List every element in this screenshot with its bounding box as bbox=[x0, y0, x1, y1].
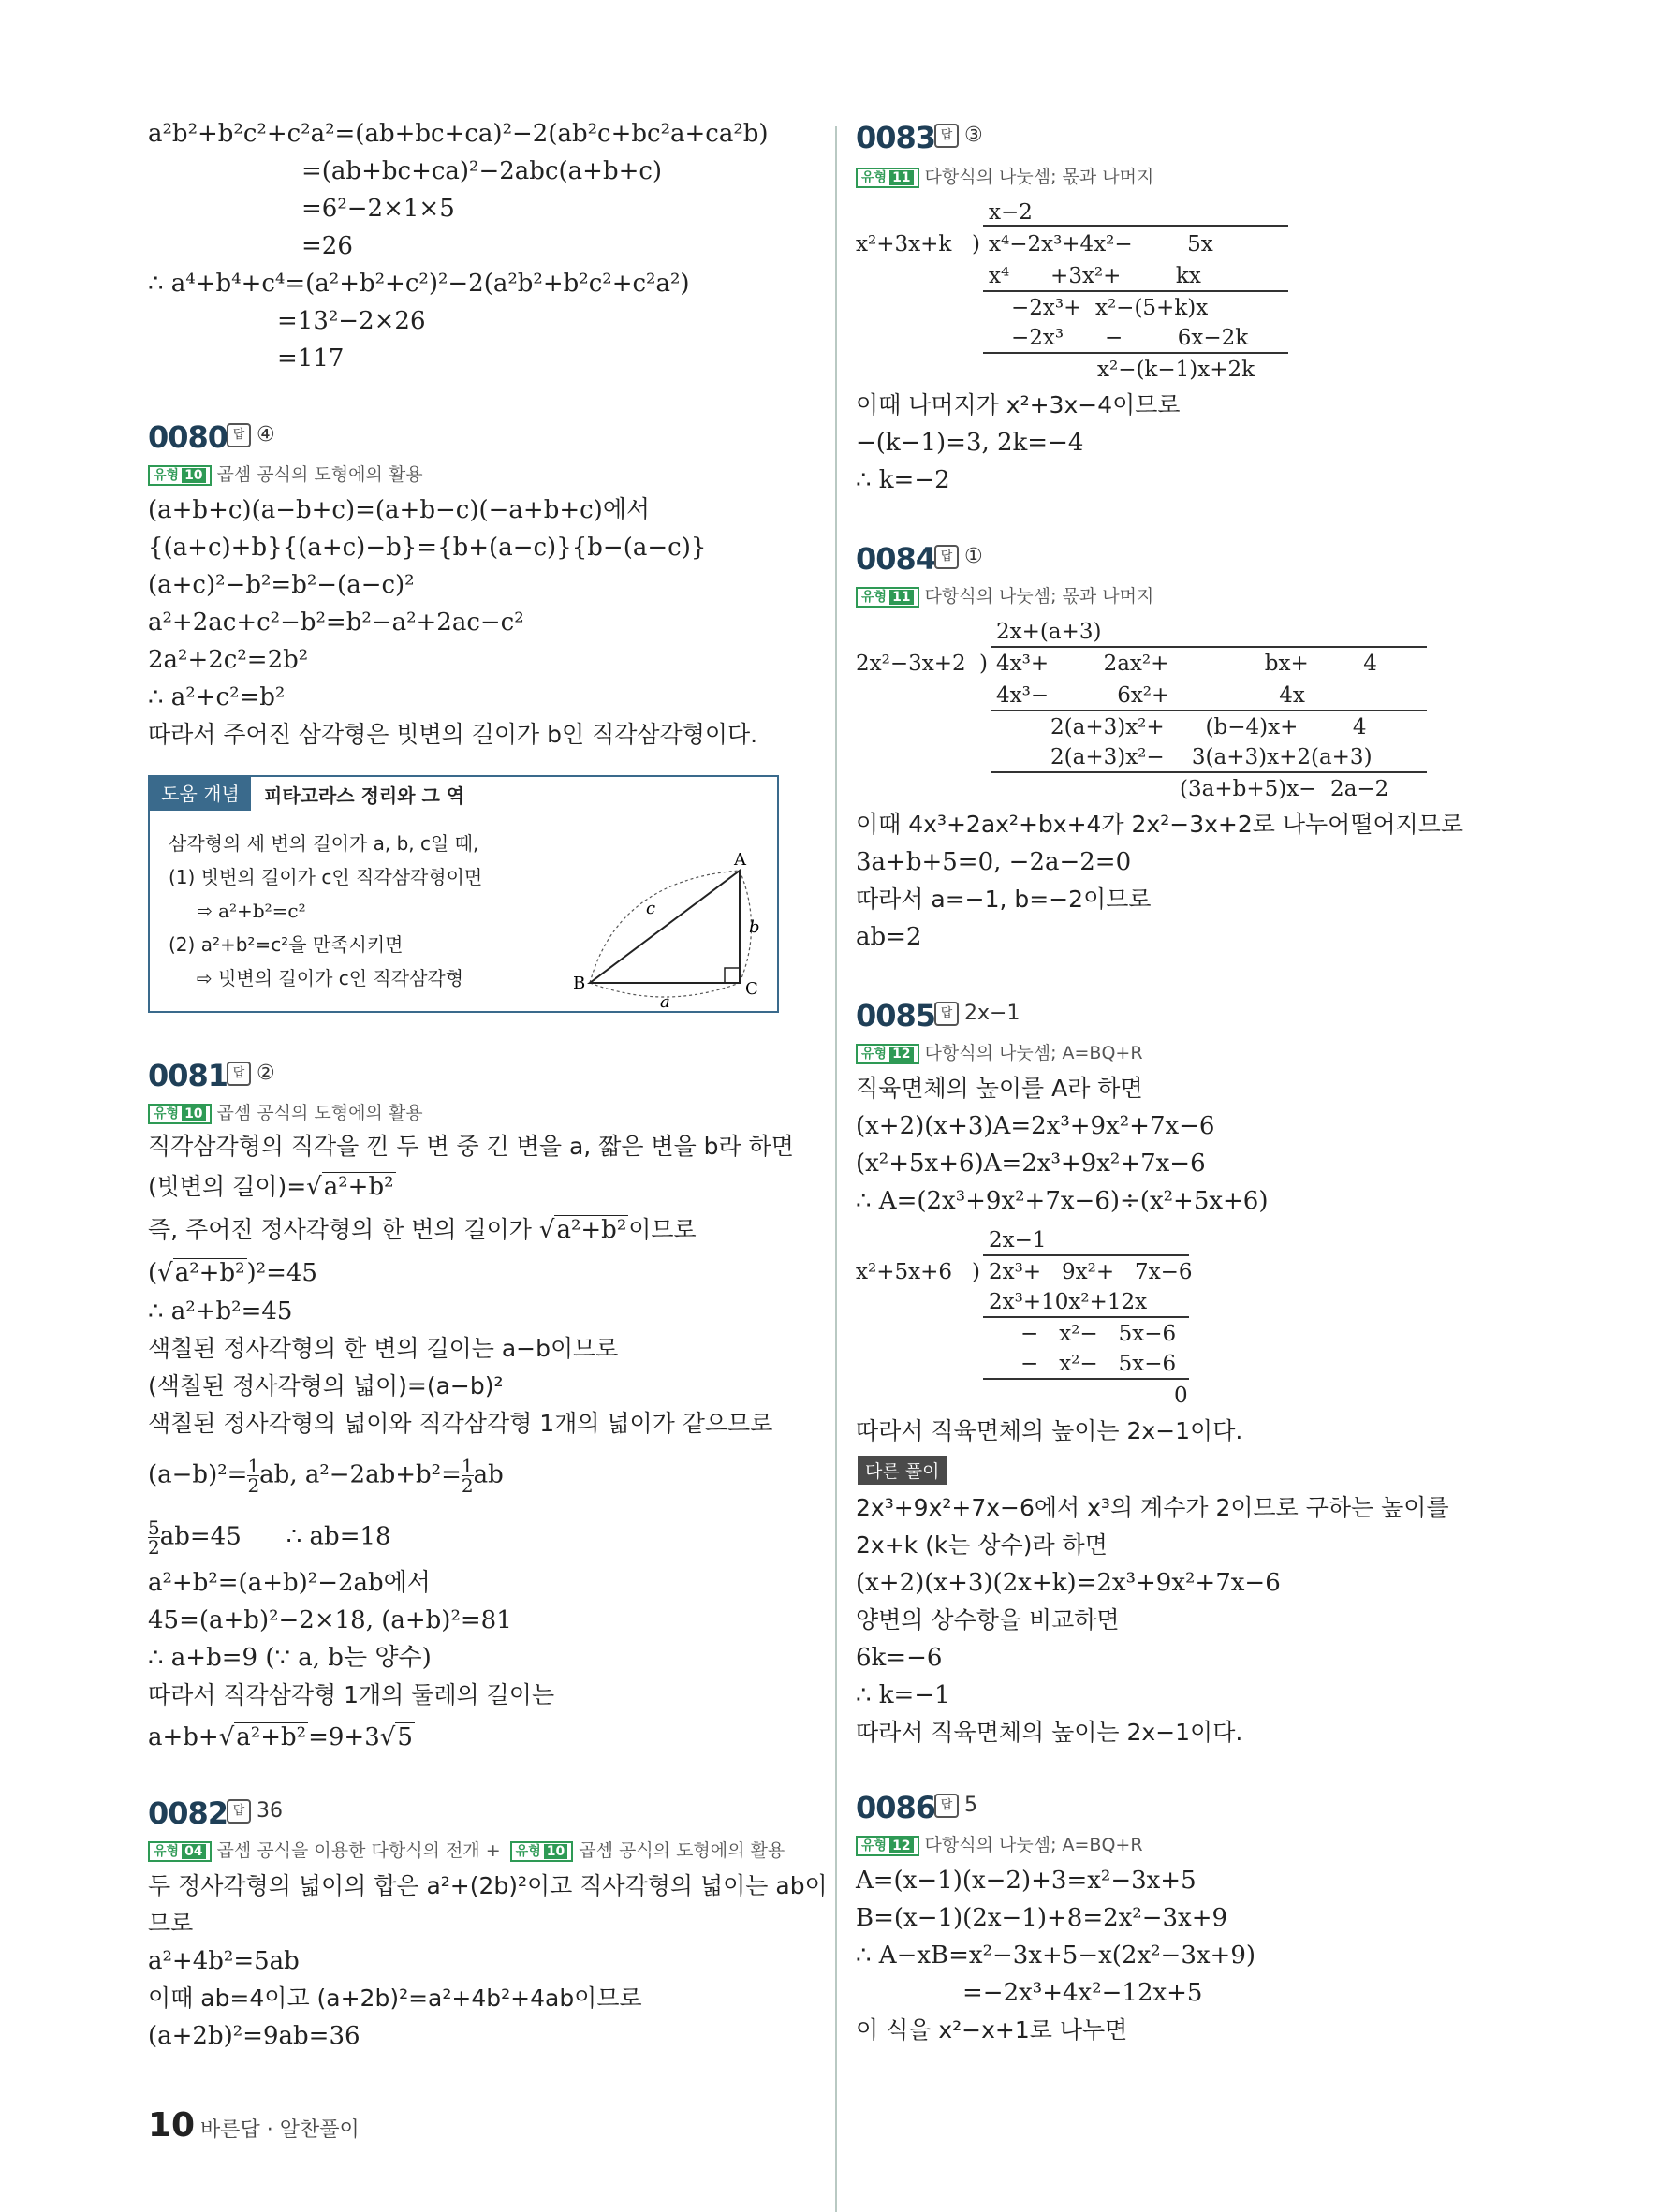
solution-line: 므로 bbox=[148, 1910, 194, 1937]
type-badge: 유형 12 bbox=[856, 1836, 919, 1856]
division-row: 2x³+10x²+12x bbox=[989, 1290, 1148, 1314]
problem-number: 0080 bbox=[148, 419, 228, 455]
division-row: 2(a+3)x²− 3(a+3)x+2(a+3) bbox=[1050, 745, 1373, 769]
dividend: x⁴−2x³+4x²− 5x bbox=[989, 232, 1213, 256]
solution-line: (색칠된 정사각형의 넓이)=(a−b)² bbox=[148, 1372, 504, 1399]
type-badge: 유형 11 bbox=[856, 587, 919, 608]
top-line-1: a²b²+b²c²+c²a²=(ab+bc+ca)²−2(ab²c+bc²a+ca²b) bbox=[148, 120, 769, 148]
column-divider bbox=[835, 126, 837, 2212]
answer bbox=[227, 423, 275, 447]
solution-line: B=(x−1)(2x−1)+8=2x²−3x+9 bbox=[856, 1904, 1228, 1932]
solution-line: 두 정사각형의 넓이의 합은 a²+(2b)²이고 직사각형의 넓이는 ab이 bbox=[148, 1872, 828, 1899]
answer bbox=[227, 1062, 275, 1086]
concept-line: 삼각형의 세 변의 길이가 a, b, c일 때, bbox=[169, 832, 479, 855]
solution-line: a²+2ac+c²−b²=b²−a²+2ac−c² bbox=[148, 608, 524, 637]
solution-line: 양변의 상수항을 비교하면 bbox=[856, 1606, 1120, 1633]
division-row: −2x³+ x²−(5+k)x bbox=[1011, 296, 1209, 320]
answer-value: ① bbox=[964, 545, 983, 568]
divisor: x²+5x+6 bbox=[856, 1260, 952, 1284]
problem-type-tag bbox=[148, 1099, 423, 1124]
division-rule bbox=[983, 352, 1288, 354]
answer-value: ④ bbox=[257, 423, 275, 447]
answer-value: ② bbox=[257, 1062, 275, 1085]
division-rule bbox=[983, 1316, 1189, 1318]
type-text: 다항식의 나눗셈; 몫과 나머지 bbox=[924, 586, 1154, 607]
solution-line: 따라서 a=−1, b=−2이므로 bbox=[856, 886, 1152, 913]
solution-line: 색칠된 정사각형의 넓이와 직각삼각형 1개의 넓이가 같으므로 bbox=[148, 1410, 773, 1437]
type-text: 곱셈 공식의 도형에의 활용 bbox=[579, 1840, 785, 1861]
solution-line: ∴ A=(2x³+9x²+7x−6)÷(x²+5x+6) bbox=[856, 1187, 1269, 1215]
type-text: 곱셈 공식을 이용한 다항식의 전개 + bbox=[216, 1840, 501, 1861]
concept-line: (2) a²+b²=c²을 만족시키면 bbox=[169, 933, 404, 956]
alternative-solution-label: 다른 풀이 bbox=[858, 1456, 947, 1485]
solution-line: ∴ k=−2 bbox=[856, 466, 950, 494]
solution-line: −(k−1)=3, 2k=−4 bbox=[856, 429, 1084, 457]
bracket: ) bbox=[972, 1260, 980, 1284]
concept-box bbox=[148, 775, 779, 1013]
top-line-2: =(ab+bc+ca)²−2abc(a+b+c) bbox=[301, 157, 663, 185]
solution-line: ab=2 bbox=[856, 923, 922, 951]
solution-line: 이때 ab=4이고 (a+2b)²=a²+4b²+4ab이므로 bbox=[148, 1985, 642, 2012]
division-row: − x²− 5x−6 bbox=[1020, 1322, 1177, 1346]
solution-line: 즉, 주어진 정사각형의 한 변의 길이가 √a²+b²이므로 bbox=[148, 1216, 697, 1244]
concept-line: ⇨ 빗변의 길이가 c인 직각삼각형 bbox=[197, 967, 464, 989]
answer bbox=[227, 1799, 283, 1824]
concept-label: 도움 개념 bbox=[150, 777, 251, 811]
type-text: 다항식의 나눗셈; 몫과 나머지 bbox=[924, 167, 1154, 187]
vertex-a-label: A bbox=[734, 850, 746, 870]
type-text: 곱셈 공식의 도형에의 활용 bbox=[216, 1103, 423, 1123]
solution-line: A=(x−1)(x−2)+3=x²−3x+5 bbox=[856, 1867, 1197, 1895]
answer-value: ③ bbox=[964, 124, 983, 147]
answer-value: 5 bbox=[964, 1794, 977, 1817]
solution-line: a+b+√a²+b²=9+3√5 bbox=[148, 1723, 413, 1751]
remainder: x²−(k−1)x+2k bbox=[1097, 358, 1255, 382]
bracket: ) bbox=[979, 652, 988, 676]
solution-line: (a−b)²= $\frac{1}{2}$ ab, a²−2ab+b²= $\frac{1}{2}$ ab bbox=[148, 1455, 504, 1497]
solution-line: 2a²+2c²=2b² bbox=[148, 646, 309, 674]
bracket: ) bbox=[972, 232, 980, 256]
answer-icon: 답 bbox=[227, 423, 251, 447]
vertex-c-label: C bbox=[745, 979, 758, 999]
page-number: 10 bbox=[148, 2106, 196, 2145]
division-bar bbox=[983, 225, 1288, 227]
solution-line: 따라서 직육면체의 높이는 2x−1이다. bbox=[856, 1417, 1243, 1444]
division-row: 2(a+3)x²+ (b−4)x+ 4 bbox=[1050, 715, 1367, 740]
problem-number: 0081 bbox=[148, 1058, 228, 1093]
problem-number: 0086 bbox=[856, 1790, 936, 1825]
solution-line: (x+2)(x+3)A=2x³+9x²+7x−6 bbox=[856, 1112, 1215, 1140]
answer-value: 2x−1 bbox=[964, 1002, 1020, 1025]
solution-line: 따라서 직각삼각형 1개의 둘레의 길이는 bbox=[148, 1681, 555, 1708]
problem-number: 0084 bbox=[856, 541, 936, 577]
problem-type-tag bbox=[148, 461, 423, 486]
problem-number: 0083 bbox=[856, 120, 936, 155]
solution-line: $\frac{5}{2}$ ab=45 ∴ ab=18 bbox=[148, 1516, 391, 1559]
divisor: x²+3x+k bbox=[856, 232, 952, 256]
solution-line: 따라서 주어진 삼각형은 빗변의 길이가 b인 직각삼각형이다. bbox=[148, 721, 758, 748]
divisor: 2x²−3x+2 bbox=[856, 652, 966, 676]
problem-type-tag bbox=[148, 1837, 785, 1862]
side-c-label: c bbox=[646, 899, 656, 918]
concept-title: 피타고라스 정리와 그 역 bbox=[264, 784, 465, 807]
top-line-4: =26 bbox=[301, 232, 353, 260]
solution-line: 이 식을 x²−x+1로 나누면 bbox=[856, 2016, 1128, 2044]
answer-icon: 답 bbox=[227, 1799, 251, 1824]
problem-type-tag bbox=[856, 1831, 1143, 1856]
answer bbox=[934, 124, 983, 148]
solution-line: a²+4b²=5ab bbox=[148, 1947, 300, 1975]
solution-line: 6k=−6 bbox=[856, 1644, 943, 1672]
solution-line: ∴ A−xB=x²−3x+5−x(2x²−3x+9) bbox=[856, 1941, 1256, 1970]
solution-line: =−2x³+4x²−12x+5 bbox=[962, 1979, 1203, 2007]
solution-line: 2x³+9x²+7x−6에서 x³의 계수가 2이므로 구하는 높이를 bbox=[856, 1494, 1449, 1521]
answer-icon: 답 bbox=[934, 1002, 959, 1026]
answer-icon: 답 bbox=[934, 545, 959, 569]
concept-line: (1) 빗변의 길이가 c인 직각삼각형이면 bbox=[169, 866, 483, 888]
top-line-5: ∴ a⁴+b⁴+c⁴=(a²+b²+c²)²−2(a²b²+b²c²+c²a²) bbox=[148, 270, 690, 298]
division-rule bbox=[991, 771, 1427, 773]
solution-line: ∴ k=−1 bbox=[856, 1681, 950, 1709]
dividend: 2x³+ 9x²+ 7x−6 bbox=[989, 1260, 1193, 1284]
type-badge: 유형 10 bbox=[510, 1841, 574, 1862]
division-rule bbox=[983, 1378, 1189, 1380]
top-line-6: =13²−2×26 bbox=[277, 307, 426, 335]
solution-line: ∴ a²+c²=b² bbox=[148, 683, 286, 711]
solution-line: 이때 4x³+2ax²+bx+4가 2x²−3x+2로 나누어떨어지므로 bbox=[856, 811, 1464, 838]
problem-type-tag bbox=[856, 582, 1153, 608]
division-row: − x²− 5x−6 bbox=[1020, 1352, 1177, 1376]
solution-line: (x²+5x+6)A=2x³+9x²+7x−6 bbox=[856, 1150, 1206, 1178]
answer bbox=[934, 545, 983, 569]
remainder: 0 bbox=[1174, 1384, 1188, 1408]
solution-line: (a+b+c)(a−b+c)=(a+b−c)(−a+b+c)에서 bbox=[148, 496, 651, 524]
quotient: 2x−1 bbox=[989, 1228, 1047, 1252]
type-badge: 유형 10 bbox=[148, 465, 212, 486]
solution-line: 따라서 직육면체의 높이는 2x−1이다. bbox=[856, 1719, 1243, 1746]
division-row: 4x³− 6x²+ 4x bbox=[996, 683, 1305, 708]
solution-line: ∴ a+b=9 (∵ a, b는 양수) bbox=[148, 1644, 432, 1672]
division-bar bbox=[983, 1254, 1189, 1256]
solution-line: 2x+k (k는 상수)라 하면 bbox=[856, 1531, 1108, 1559]
type-text: 곱셈 공식의 도형에의 활용 bbox=[216, 464, 423, 485]
solution-line: 직육면체의 높이를 A라 하면 bbox=[856, 1075, 1143, 1102]
solution-line: ∴ a²+b²=45 bbox=[148, 1297, 293, 1326]
answer-value: 36 bbox=[257, 1799, 283, 1823]
solution-line: 색칠된 정사각형의 한 변의 길이는 a−b이므로 bbox=[148, 1335, 619, 1362]
type-badge: 유형 12 bbox=[856, 1044, 919, 1064]
right-triangle-diagram bbox=[562, 824, 768, 1012]
solution-line: 45=(a+b)²−2×18, (a+b)²=81 bbox=[148, 1606, 512, 1634]
quotient: x−2 bbox=[989, 200, 1033, 225]
solution-line: (x+2)(x+3)(2x+k)=2x³+9x²+7x−6 bbox=[856, 1569, 1281, 1597]
type-text: 다항식의 나눗셈; A=BQ+R bbox=[924, 1043, 1143, 1063]
concept-line: ⇨ a²+b²=c² bbox=[197, 900, 306, 922]
solution-line: (빗변의 길이)=√a²+b² bbox=[148, 1173, 394, 1201]
vertex-b-label: B bbox=[573, 974, 586, 993]
problem-number: 0085 bbox=[856, 998, 936, 1033]
solution-line: (√a²+b²)²=45 bbox=[148, 1259, 317, 1287]
dividend: 4x³+ 2ax²+ bx+ 4 bbox=[996, 652, 1377, 676]
solution-line: 직각삼각형의 직각을 낀 두 변 중 긴 변을 a, 짧은 변을 b라 하면 bbox=[148, 1133, 794, 1160]
solution-line: (a+2b)²=9ab=36 bbox=[148, 2022, 360, 2050]
type-badge: 유형 11 bbox=[856, 168, 919, 188]
answer-icon: 답 bbox=[934, 1794, 959, 1818]
top-line-3: =6²−2×1×5 bbox=[301, 195, 455, 223]
remainder: (3a+b+5)x− 2a−2 bbox=[1180, 777, 1389, 801]
solution-line: (a+c)²−b²=b²−(a−c)² bbox=[148, 571, 415, 599]
solution-line: 이때 나머지가 x²+3x−4이므로 bbox=[856, 391, 1181, 418]
top-line-7: =117 bbox=[277, 344, 345, 373]
solution-line: {(a+c)+b}{(a+c)−b}={b+(a−c)}{b−(a−c)} bbox=[148, 534, 707, 562]
problem-number: 0082 bbox=[148, 1795, 228, 1831]
division-rule bbox=[991, 710, 1427, 711]
answer-icon: 답 bbox=[934, 124, 959, 148]
quotient: 2x+(a+3) bbox=[996, 620, 1102, 644]
side-a-label: a bbox=[660, 992, 670, 1012]
answer bbox=[934, 1002, 1020, 1026]
division-row: −2x³ − 6x−2k bbox=[1011, 326, 1249, 350]
problem-type-tag bbox=[856, 163, 1153, 188]
answer bbox=[934, 1794, 977, 1818]
type-badge: 유형 10 bbox=[148, 1104, 212, 1124]
division-bar bbox=[991, 646, 1427, 648]
type-badge: 유형 04 bbox=[148, 1841, 212, 1862]
type-text: 다항식의 나눗셈; A=BQ+R bbox=[924, 1835, 1143, 1855]
division-rule bbox=[983, 290, 1288, 292]
division-row: x⁴ +3x²+ kx bbox=[989, 264, 1201, 288]
problem-type-tag bbox=[856, 1039, 1143, 1064]
solution-line: a²+b²=(a+b)²−2ab에서 bbox=[148, 1569, 431, 1597]
side-b-label: b bbox=[749, 917, 760, 937]
book-title: 바른답 · 알찬풀이 bbox=[200, 2118, 360, 2142]
answer-icon: 답 bbox=[227, 1062, 251, 1086]
solution-line: 3a+b+5=0, −2a−2=0 bbox=[856, 848, 1132, 876]
